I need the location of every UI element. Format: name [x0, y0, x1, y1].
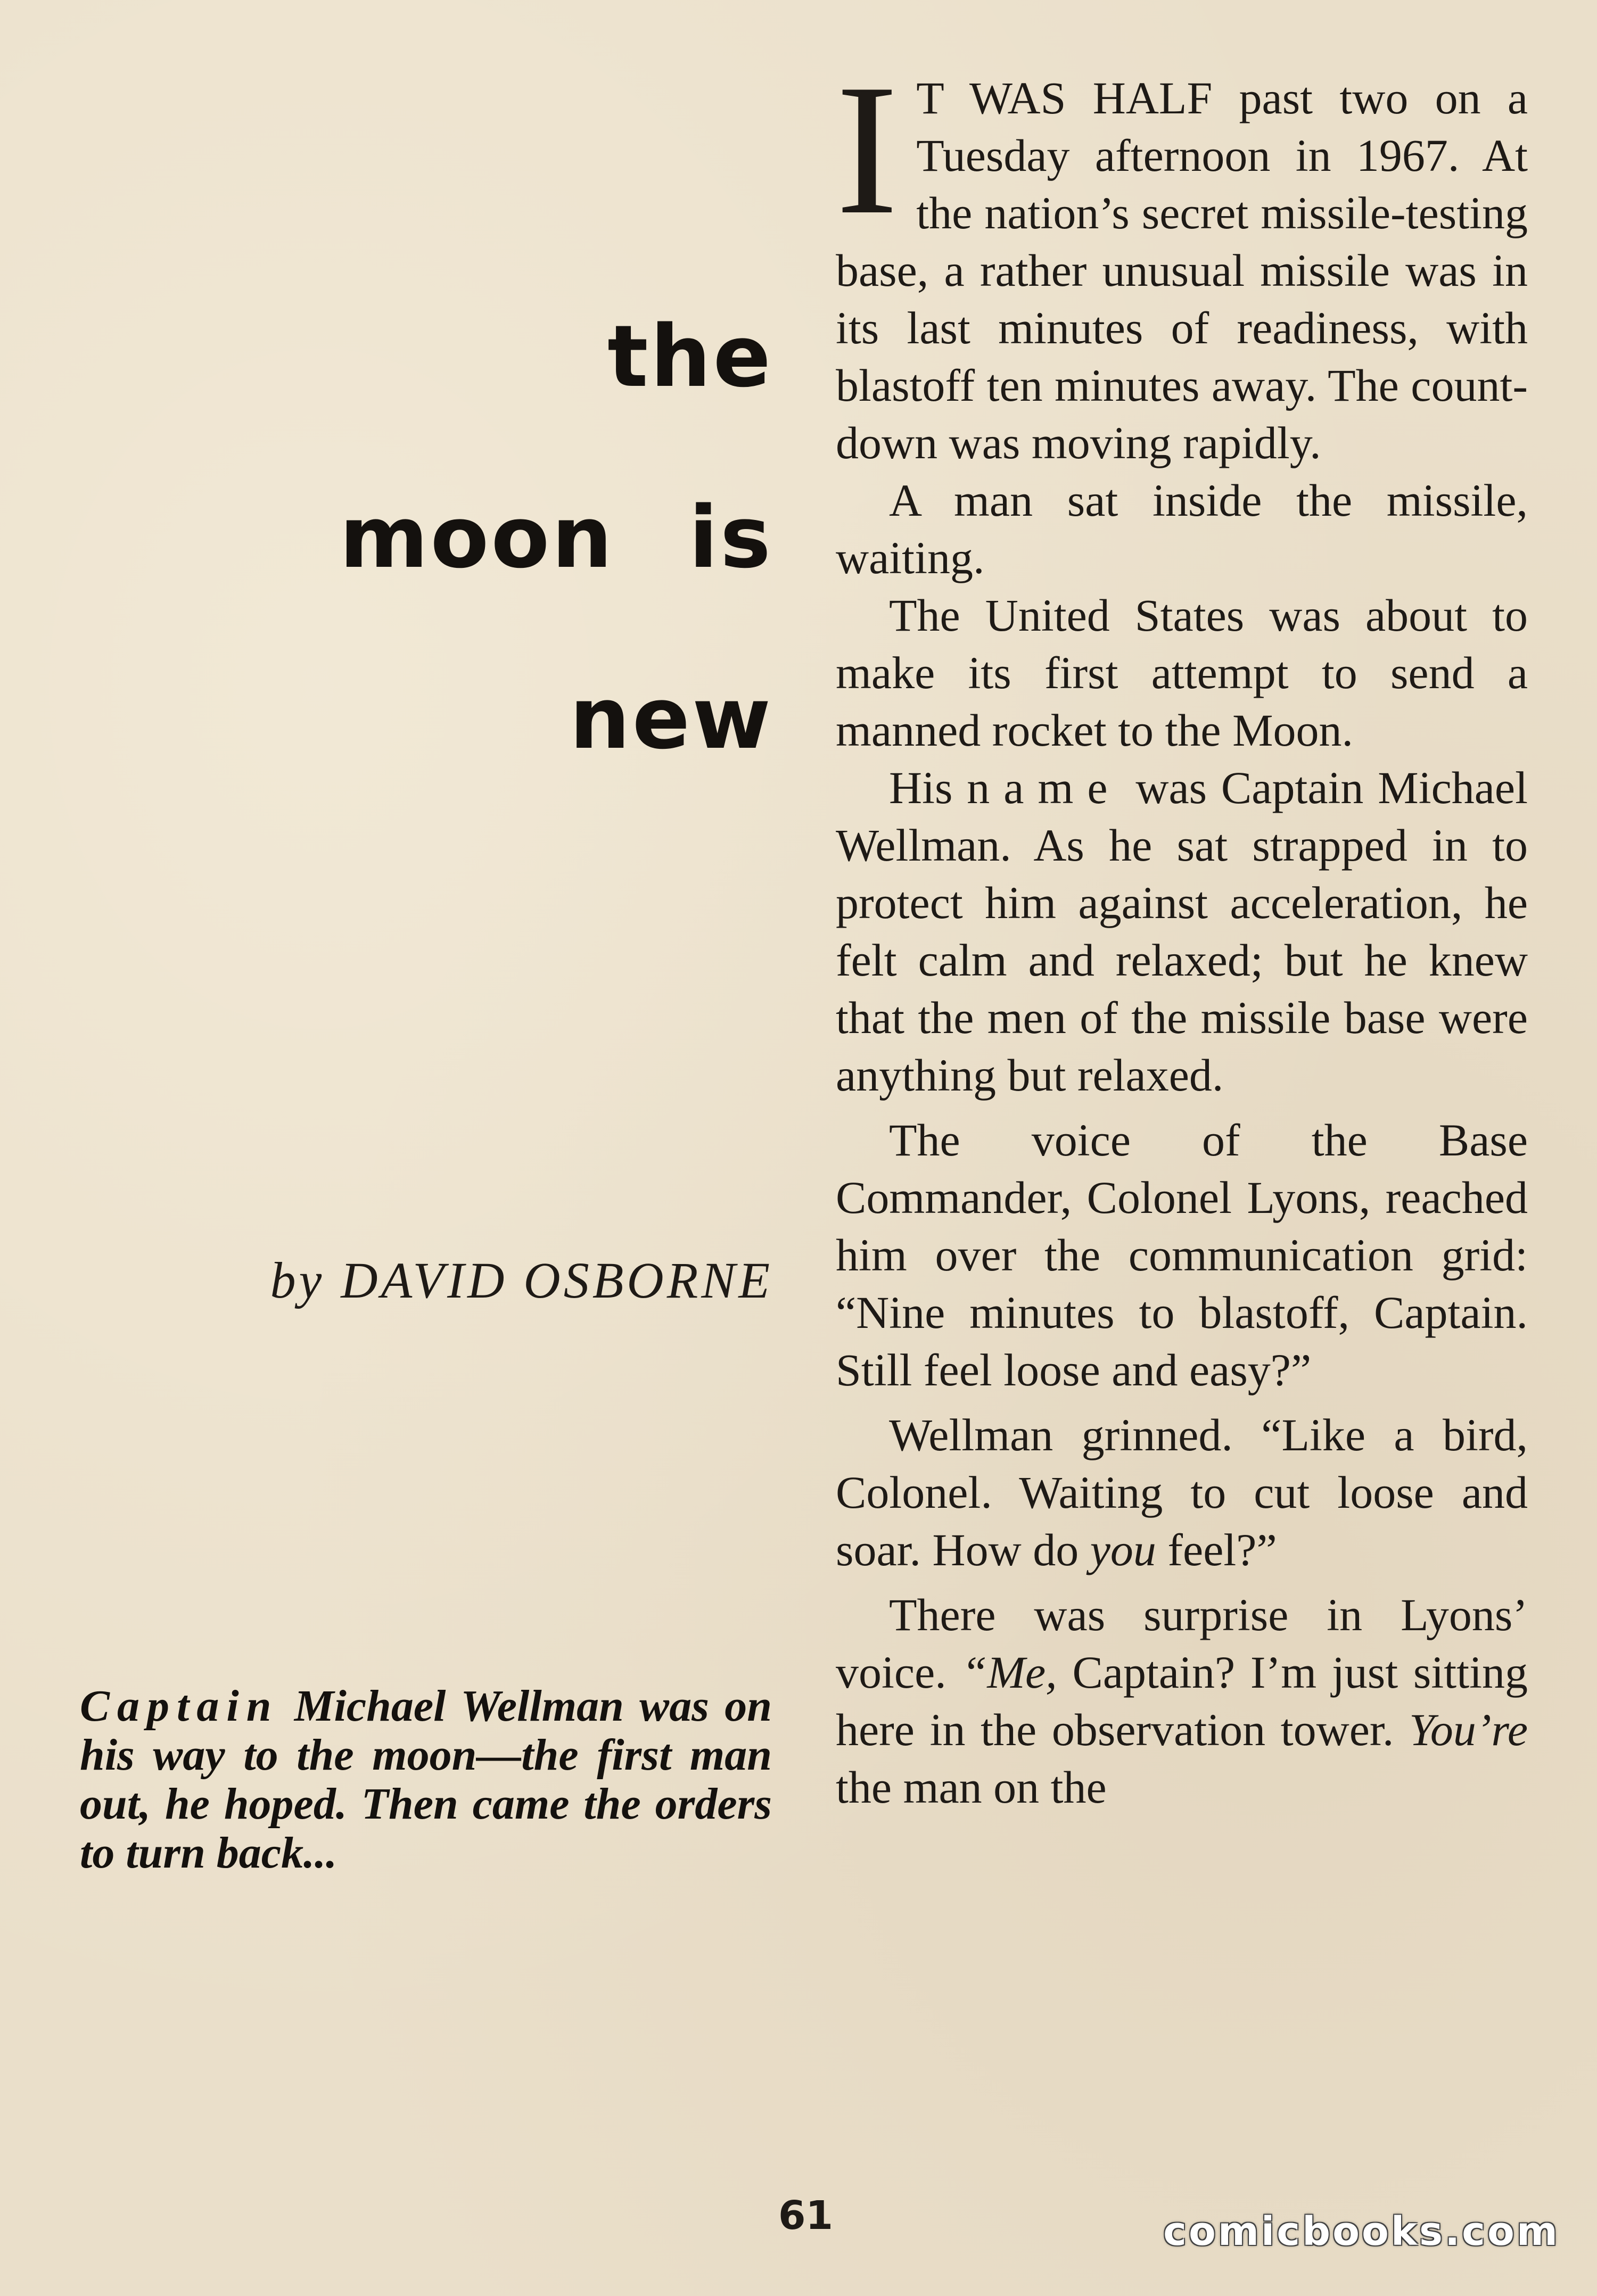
blurb-lead: Captain	[80, 1681, 279, 1731]
story-body	[836, 46, 1528, 1816]
paragraph-6-post: feel?”	[1156, 1524, 1277, 1575]
title-line-3: new	[569, 668, 773, 768]
paragraph-7	[836, 1586, 1528, 1816]
paragraph-4	[836, 759, 1528, 1104]
paragraph-7-pre: There was surprise in Lyons’ voice.	[836, 1589, 1528, 1698]
page-number: 61	[778, 2193, 833, 2239]
paragraph-6-pre: Wellman grinned. “Like a bird, Colonel. Waiting to cut loose and soar. How do	[836, 1409, 1528, 1575]
paragraph-7-em-2: You’re	[1409, 1704, 1528, 1755]
paragraph-7-em-1: “Me,	[961, 1647, 1057, 1698]
paragraph-3: The United States was about to make its first attempt to send a manned rocket to the Moon.	[836, 590, 1528, 756]
drop-cap: I	[836, 46, 899, 253]
paragraph-6	[836, 1406, 1528, 1579]
paragraph-4-post: was Captain Michael Wellman. As he sat strapped in to protect him against acceleration, he felt calm and relaxed; but he knew that the men of the missile base were anything but relaxed.	[836, 762, 1528, 1101]
story-blurb	[80, 1682, 772, 1878]
byline: by DAVID OSBORNE	[270, 1252, 773, 1309]
paragraph-2: A man sat inside the missile, waiting.	[836, 475, 1528, 583]
paragraph-7-mid: Captain? I’m just sitting here in the observation tower.	[836, 1647, 1528, 1755]
watermark: comicbooks.com	[1163, 2209, 1560, 2254]
paragraph-5: The voice of the Base Commander, Colonel Lyons, reached him over the communication grid: “Nine minutes to blastoff, Captain. Still feel loose and easy?”	[836, 1114, 1528, 1395]
title-line-1: the	[607, 307, 773, 406]
title-line-2: moon is	[339, 488, 773, 587]
paragraph-4-spaced: name	[967, 762, 1122, 813]
paragraph-6-em: you	[1090, 1524, 1156, 1575]
blurb-text: Michael Wellman was on his way to the moon—the first man out, he hoped. Then came the orders to turn back...	[80, 1681, 772, 1878]
paragraph-1	[836, 46, 1528, 472]
story-title	[108, 266, 773, 809]
paragraph-7-post: the man on the	[836, 1762, 1107, 1813]
paragraph-4-pre: His	[889, 762, 967, 813]
paragraph-1-text: T WAS HALF past two on a Tuesday afternoon in 1967. At the nation’s secret missile-testing base, a rather unusual missile was in its last minutes of readiness, with blastoff ten minutes away. The count-down was moving rapidly.	[836, 72, 1528, 468]
